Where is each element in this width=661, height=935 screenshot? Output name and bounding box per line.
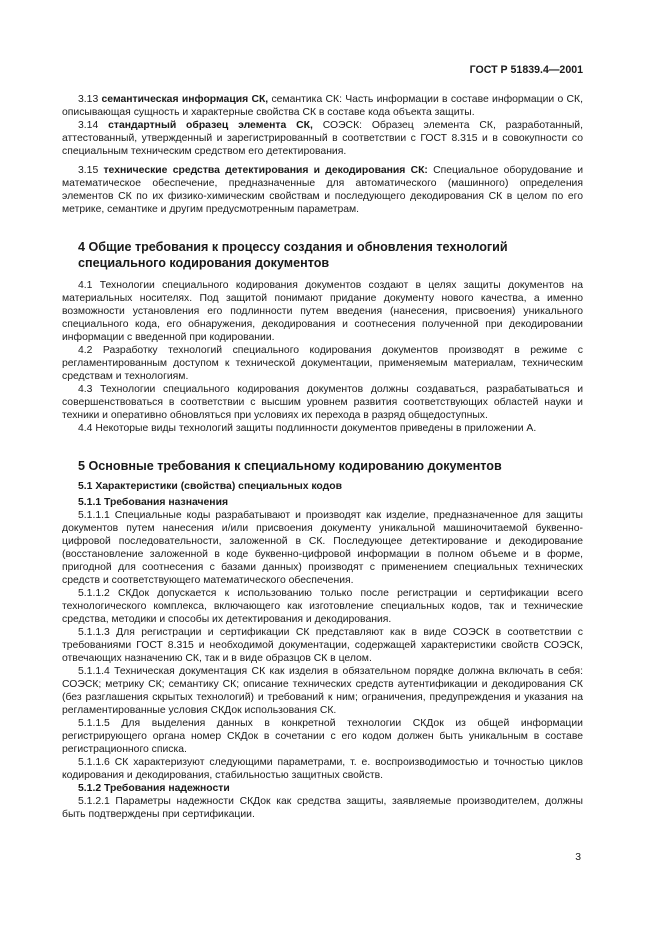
definition-term: семантическая информация СК, [101, 94, 269, 105]
paragraph: 5.1.1.2 СКДок допускается к использованию только после регистрации и сертификации всего технологического комплекса, включающего как изготовление специальных кодов, так и технические средства, методики и способы их детектирования и декодирования. [62, 588, 583, 625]
paragraph: 4.3 Технологии специального кодирования документов должны создаваться, разрабатываться и совершенствоваться в соответствии с высшим уровнем развития соответствующих областей науки и техники и оперативно обновляться при условиях их перехода в разряд общедоступных. [62, 384, 583, 421]
definition-3-15 [62, 164, 583, 216]
definition-3-13 [62, 93, 583, 119]
paragraph: 5.1.1.6 СК характеризуют следующими параметрами, т. е. воспроизводимостью и точностью циклов кодирования и декодирования, стабильностью защитных свойств. [62, 757, 583, 781]
paragraph: 4.2 Разработку технологий специального кодирования документов производят в режиме с регламентированным доступом к технической документации, применяемым материалам, техническим средствам и технологиям. [62, 345, 583, 382]
paragraph: 5.1.1.3 Для регистрации и сертификации СК представляют как в виде СОЭСК в соответствии с требованиями ГОСТ 8.315 и необходимой документации, содержащей характеристики свойств СОЭСК, отвечающих назначению СК, так и в виде образцов СК в целом. [62, 627, 583, 664]
definition-text: семантика СК: Часть информации в составе информации о СК, описывающая сущность и характерные свойства СК в составе кода объекта защиты. [62, 94, 583, 118]
section-5-heading: 5 Основные требования к специальному кодированию документов [78, 459, 502, 473]
section-4-heading: 4 Общие требования к процессу создания и обновления технологий специального кодирования документов [78, 240, 508, 270]
subsection-5-1-2-heading: 5.1.2 Требования надежности [78, 783, 230, 794]
paragraph: 5.1.1.5 Для выделения данных в конкретной технологии СКДок из общей информации регистрирующего органа номер СКДок в сочетании с его кодом должен быть уникальным в составе регистрационного списка. [62, 718, 583, 755]
paragraph: 5.1.1.4 Техническая документация СК как изделия в обязательном порядке должна включать в себя: СОЭСК; метрику СК; семантику СК; описание технических средств аутентификации и декодирования СК (без разглашения скрытых технологий) и требований к ним; ограничения, предупреждения и указания на регламентированные условия СКДок использования СК. [62, 666, 583, 716]
paragraph: 5.1.1.1 Специальные коды разрабатывают и производят как изделие, предназначенное для защиты документов путем нанесения и/или присвоения документу уникальной машиночитаемой буквенно-цифровой последовательности, заложенной в СК. Последующее детектирование и декодирование (восстановление заложенной в коде буквенно-цифровой информации в полном объеме и в форме, пригодной для соотнесения с базами данных) производят с применением специальных технических средств и соответствующего математического обеспечения. [62, 510, 583, 586]
definition-text: СОЭСК: Образец элемента СК, разработанный, аттестованный, утвержденный и зарегистрированный в соответствии с ГОСТ 8.315 и в совокупности со специальным техническим средством его детектирования. [62, 120, 583, 157]
definition-3-14 [62, 119, 583, 158]
definition-text: Специальное оборудование и математическое обеспечение, предназначенные для автоматического (машинного) определения элементов СК по их физико-химическим свойствам и последующего декодирования СК в целом по его метрике, семантике и другим предусмотренным параметрам. [62, 165, 583, 215]
definition-term: технические средства детектирования и декодирования СК: [103, 165, 428, 176]
definition-term: стандартный образец элемента СК, [108, 120, 313, 131]
paragraph: 5.1.2.1 Параметры надежности СКДок как средства защиты, заявляемые производителем, должны быть подтверждены при сертификации. [62, 796, 583, 820]
paragraph: 4.4 Некоторые виды технологий защиты подлинности документов приведены в приложении А. [78, 423, 537, 434]
standard-number: ГОСТ Р 51839.4—2001 [469, 64, 583, 76]
subsection-5-1-1-heading: 5.1.1 Требования назначения [78, 497, 229, 508]
paragraph: 4.1 Технологии специального кодирования документов создают в целях защиты документов на материальных носителях. Под защитой понимают придание документу нового качества, а именно возможности установления его подлинности путем введения (нанесения, присвоения) уникального специального кода, его обнаружения, декодирования и соотнесения полученной при декодировании информации с введенной при кодировании. [62, 280, 583, 343]
page-content [62, 93, 583, 821]
subsection-5-1-heading: 5.1 Характеристики (свойства) специальных кодов [78, 481, 342, 492]
page-number: 3 [575, 852, 581, 863]
definition-number: 3.15 [78, 165, 99, 176]
definition-number: 3.13 [78, 94, 99, 105]
definition-number: 3.14 [78, 120, 99, 131]
